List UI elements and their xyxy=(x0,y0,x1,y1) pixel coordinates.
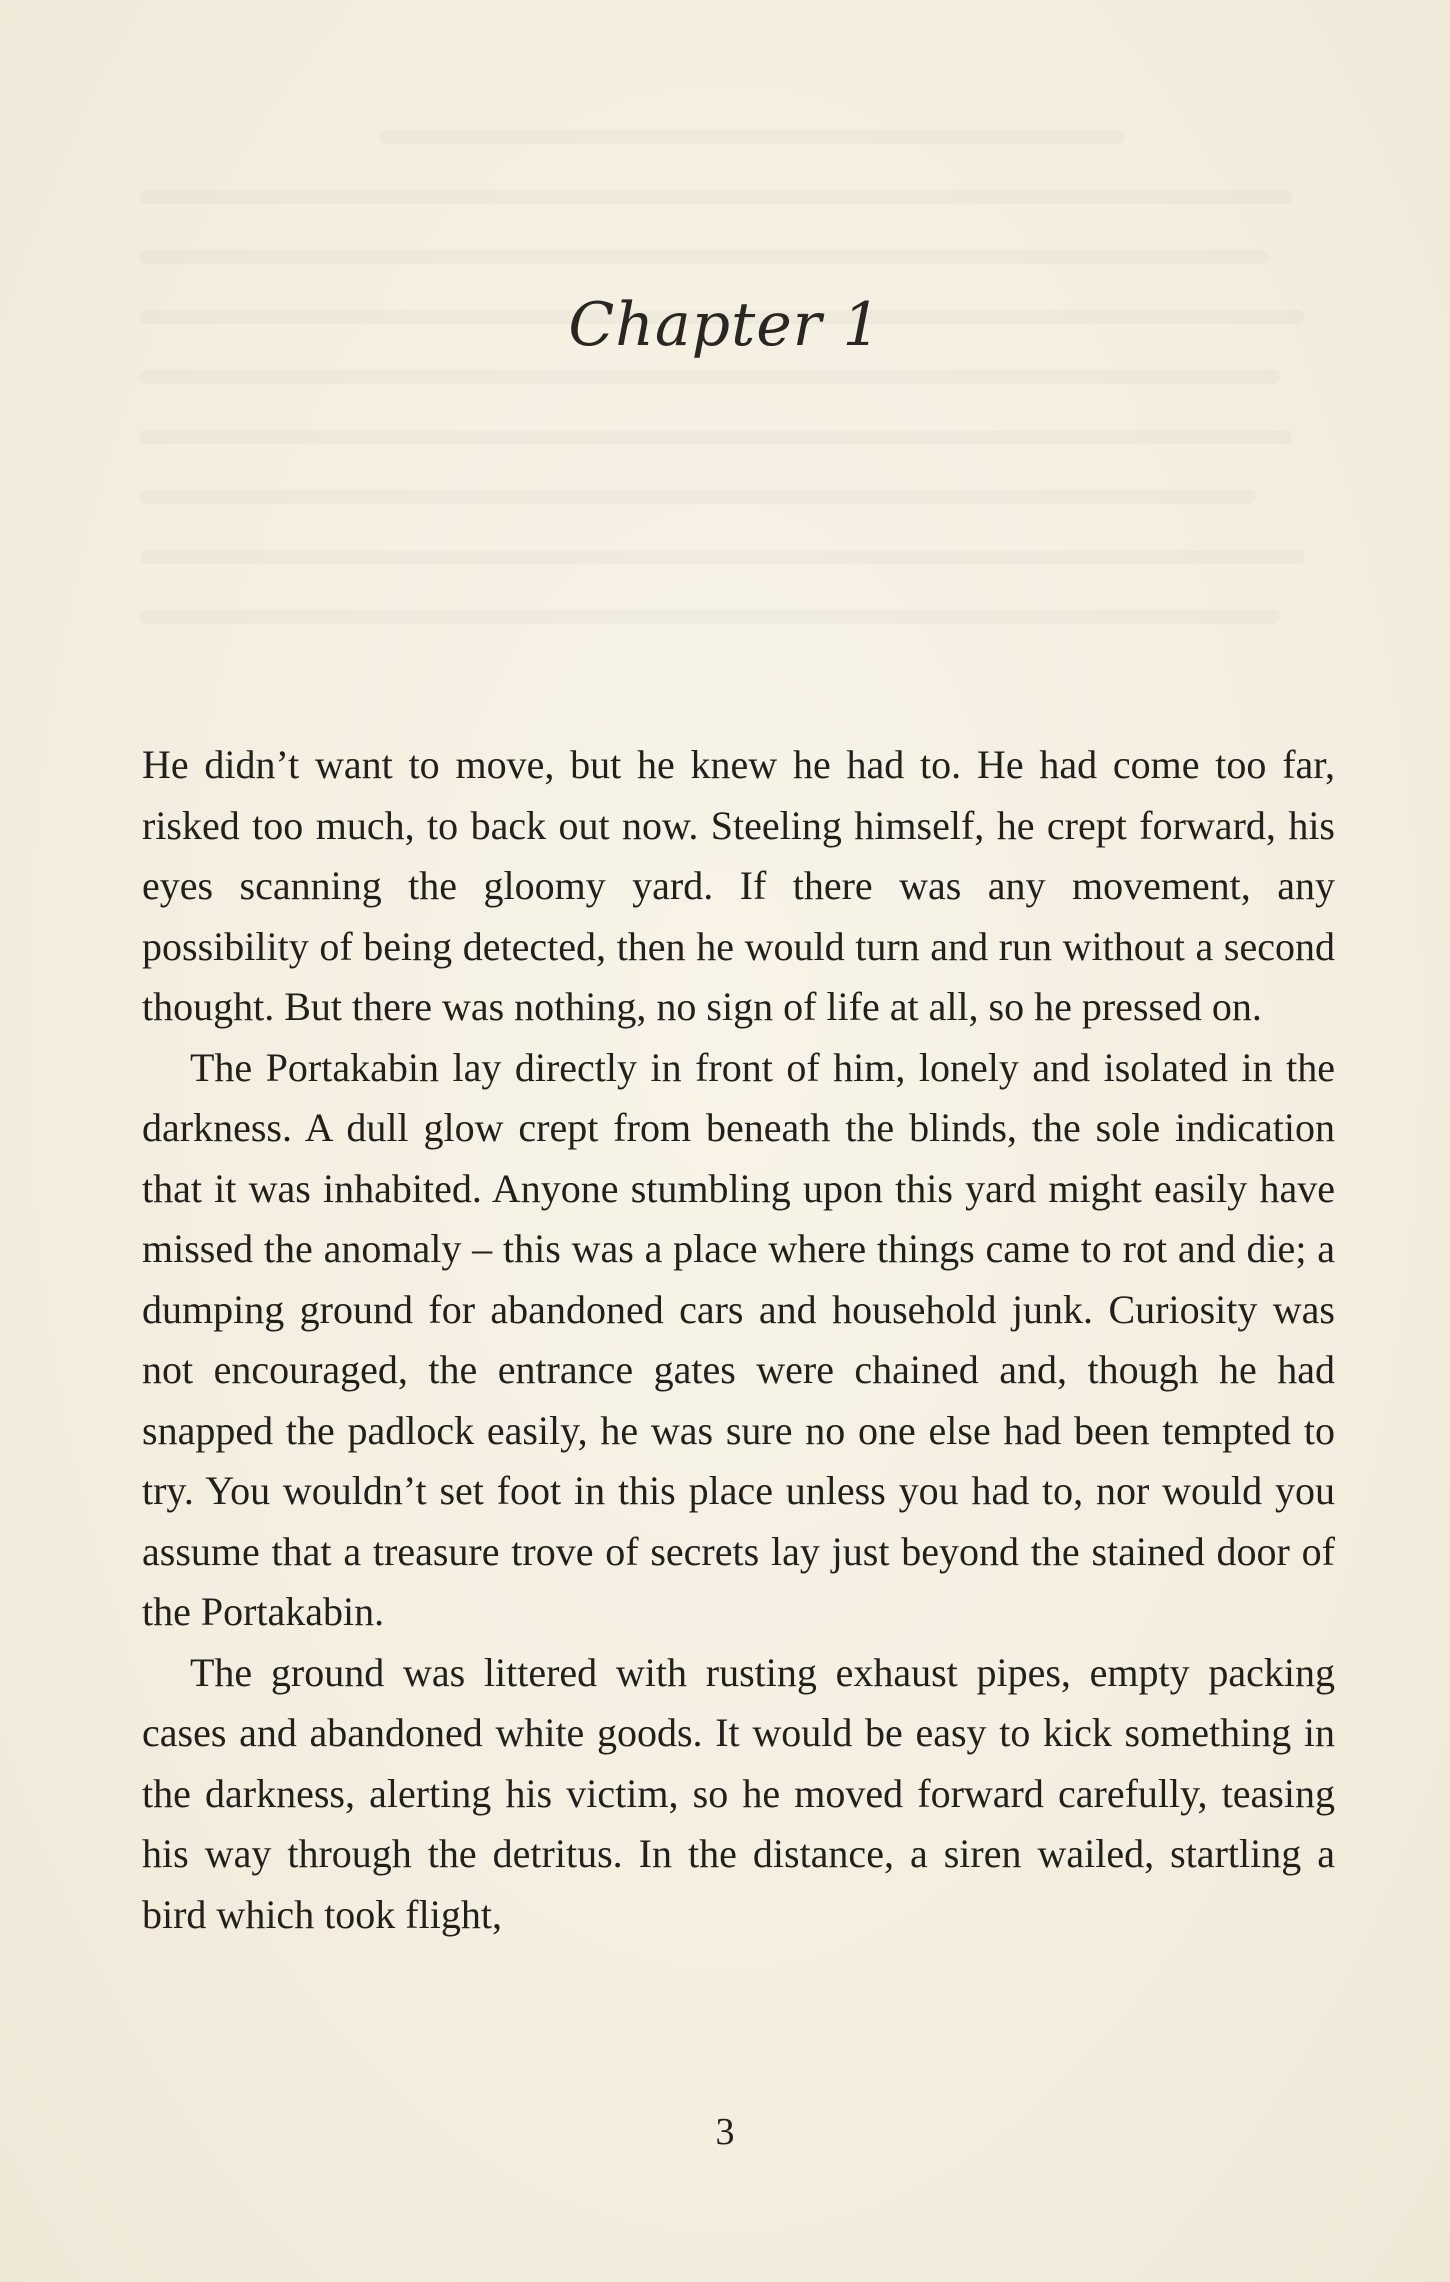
paragraph: The ground was littered with rusting exhaust pipes, empty packing cases and abandoned white goods. It would be easy to kick something in the darkness, alerting his victim, so he moved forward carefully, teasing his way through the detritus. In the distance, a siren wailed, startling a bird which took flight, xyxy=(142,1649,1335,1937)
page-number: 3 xyxy=(715,2111,735,2153)
body-text xyxy=(142,735,1335,1945)
show-through-texture xyxy=(140,130,1340,730)
paragraph: The Portakabin lay directly in front of him, lonely and isolated in the darkness. A dull glow crept from beneath the blinds, the sole indication that it was inhabited. Anyone stumbling upon this yard might easily have missed the anomaly – this was a place where things came to rot and die; a dumping ground for abandoned cars and household junk. Curiosity was not encouraged, the entrance gates were chained and, though he had snapped the padlock easily, he was sure no one else had been tempted to try. You wouldn’t set foot in this place unless you had to, nor would you assume that a treasure trove of secrets lay just beyond the stained door of the Portakabin. xyxy=(142,1044,1335,1634)
paragraph: He didn’t want to move, but he knew he had to. He had come too far, risked too much, to back out now. Steeling himself, he crept forward, his eyes scanning the gloomy yard. If there was any movement, any possibility of being detected, then he would turn and run without a second thought. But there was nothing, no sign of life at all, so he pressed on. xyxy=(142,742,1335,1029)
chapter-title: Chapter 1 xyxy=(568,290,882,360)
